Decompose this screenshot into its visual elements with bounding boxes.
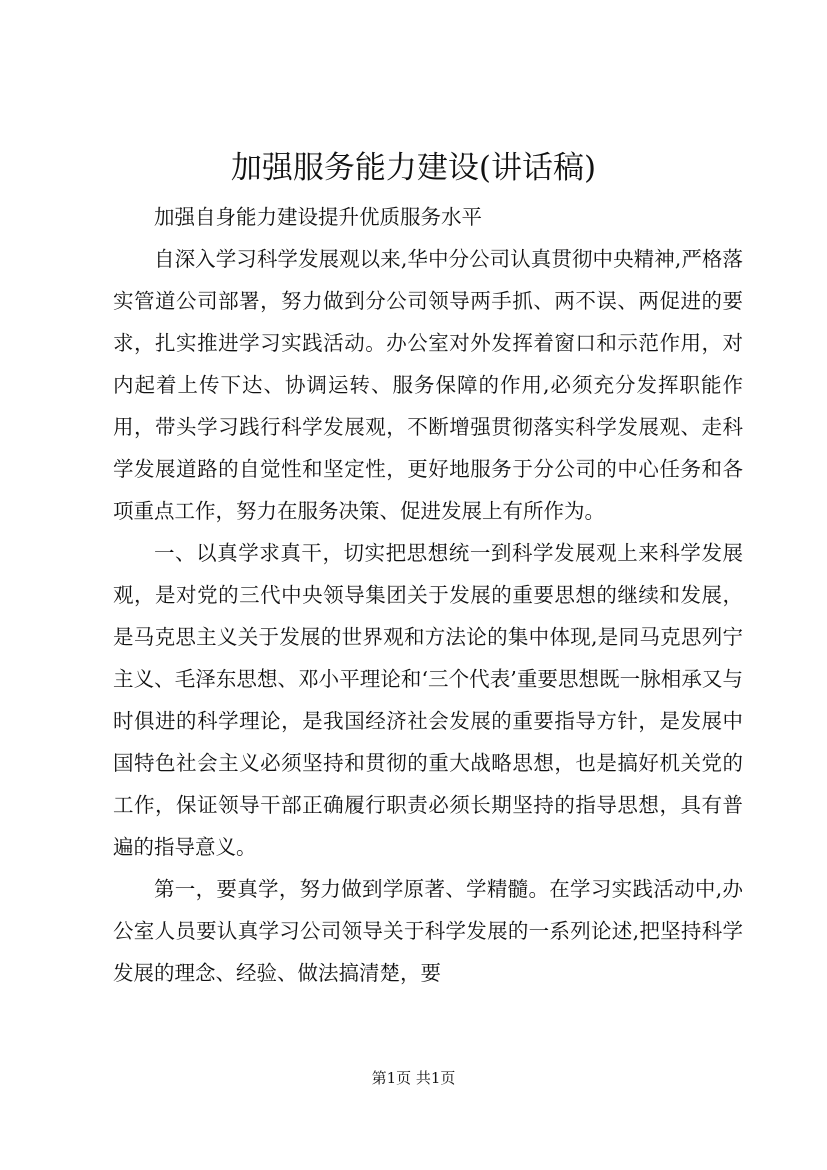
paragraph-intro: 自深入学习科学发展观以来,华中分公司认真贯彻中央精神,严格落实管道公司部署，努力做到分公司领导两手抓、两不误、两促进的要求，扎实推进学习实践活动。办公室对外发挥着窗口和示范作用，对内起着上传下达、协调运转、服务保障的作用,必须充分发挥职能作用，带头学习践行科学发展观，不断增强贯彻落实科学发展观、走科学发展道路的自觉性和坚定性，更好地服务于分公司的中心任务和各项重点工作，努力在服务决策、促进发展上有所作为。 — [113, 247, 743, 523]
paragraph-first-point: 第一，要真学，努力做到学原著、学精髓。在学习实践活动中,办公室人员要认真学习公司领导关于科学发展的一系列论述,把坚持科学发展的理念、经验、做法搞清楚，要 — [113, 877, 743, 985]
document-subtitle: 加强自身能力建设提升优质服务水平 — [154, 205, 482, 229]
paragraph-section-one: 一、以真学求真干，切实把思想统一到科学发展观上来科学发展观，是对党的三代中央领导集团关于发展的重要思想的继续和发展，是马克思主义关于发展的世界观和方法论的集中体现,是同马克思列宁主义、毛泽东思想、邓小平理论和‘三个代表’重要思想既一脉相承又与时俱进的科学理论，是我国经济社会发展的重要指导方针，是发展中国特色社会主义必须坚持和贯彻的重大战略思想，也是搞好机关党的工作，保证领导干部正确履行职责必须长期坚持的指导思想，具有普遍的指导意义。 — [113, 541, 743, 859]
document-body — [113, 196, 743, 994]
document-title: 加强服务能力建设(讲话稿) — [230, 150, 597, 186]
page-footer: 第1页 共1页 — [371, 1069, 456, 1087]
